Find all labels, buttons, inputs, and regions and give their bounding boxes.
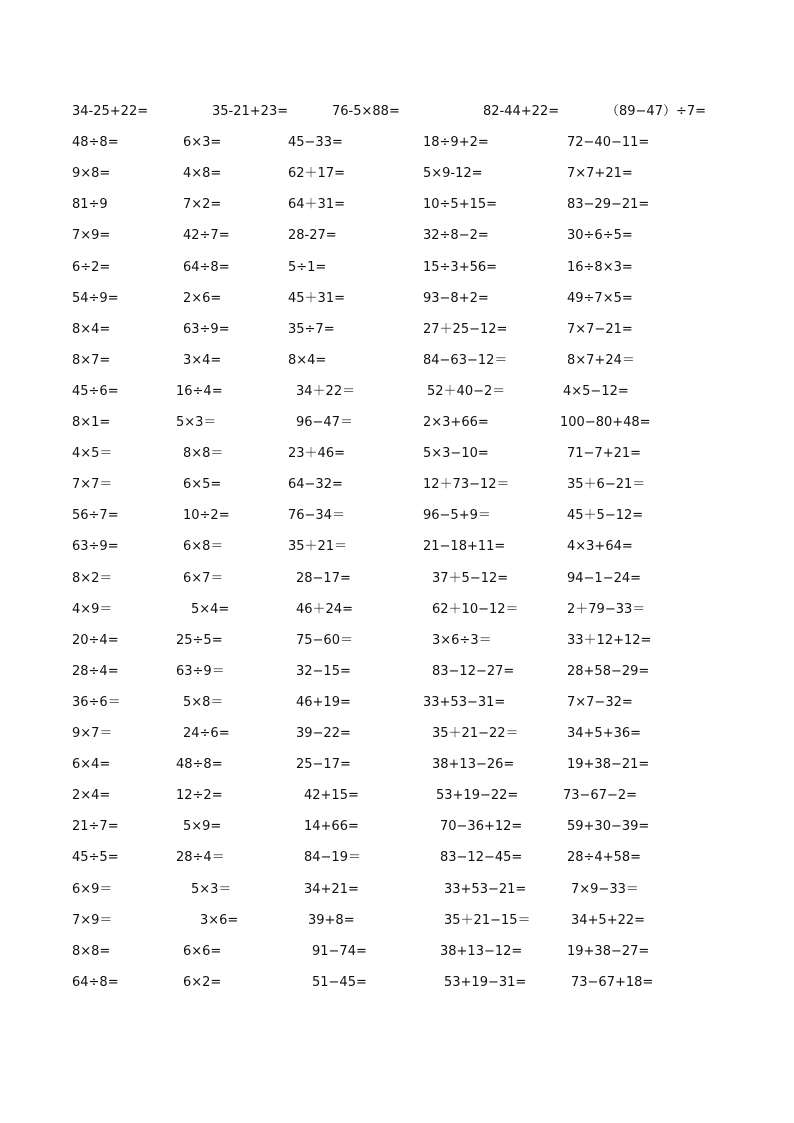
math-problem: 45−33= [288, 135, 343, 151]
problem-row [0, 442, 794, 466]
math-problem: 5×4= [191, 601, 230, 617]
math-problem: 53+19−22= [436, 788, 519, 804]
math-problem: 19+38−27= [567, 943, 650, 959]
math-problem: 7×9＝ [72, 912, 113, 928]
math-problem: 8×8= [72, 943, 111, 959]
math-problem: 4×9＝ [72, 601, 113, 617]
math-problem: 32÷8−2= [423, 228, 489, 244]
math-problem: 14+66= [304, 819, 359, 835]
math-problem: 6×8＝ [183, 539, 224, 555]
math-problem: 19+38−21= [567, 757, 650, 773]
math-problem: 5×8＝ [183, 694, 224, 710]
math-problem: 64−32= [288, 477, 343, 493]
math-problem: 38+13−26= [432, 757, 515, 773]
math-problem: 52＋40−2＝ [427, 383, 506, 399]
math-problem: 64÷8= [72, 974, 119, 990]
math-problem: 84−19＝ [304, 850, 361, 866]
math-problem: 54÷9= [72, 290, 119, 306]
problem-row [0, 815, 794, 839]
math-problem: 36÷6＝ [72, 694, 121, 710]
math-problem: 24÷6= [183, 726, 230, 741]
math-problem: 35＋6−21＝ [567, 477, 646, 493]
math-problem: 96−5+9＝ [423, 508, 491, 524]
math-problem: 7×7−32= [567, 694, 633, 710]
math-problem: 35＋21−15＝ [444, 912, 531, 928]
problem-row [0, 660, 794, 684]
math-problem: 8×8＝ [183, 446, 224, 462]
math-problem: 46+19= [296, 694, 351, 710]
problem-row [0, 629, 794, 653]
math-problem: 56÷7= [72, 508, 119, 524]
problem-row [0, 504, 794, 528]
math-problem: 6×9＝ [72, 881, 113, 897]
math-problem: 35÷7= [288, 321, 335, 337]
math-problem: 42+15= [304, 788, 359, 804]
math-problem: 62＋17= [288, 166, 345, 182]
math-problem: 70−36+12= [440, 819, 523, 835]
math-problem: 75−60＝ [296, 632, 353, 648]
problem-row [0, 940, 794, 964]
math-problem: 81÷9 [72, 197, 108, 213]
problem-row [0, 318, 794, 342]
math-problem: 84−63−12＝ [423, 352, 508, 368]
math-problem: 34-25+22= [72, 104, 149, 119]
math-problem: 45＋5−12= [567, 508, 644, 524]
problem-row [0, 256, 794, 280]
math-problem: 62＋10−12＝ [432, 601, 519, 617]
problem-row [0, 784, 794, 808]
math-problem: 8×4= [72, 321, 111, 337]
math-problem: 6×4= [72, 757, 111, 773]
problem-row [0, 909, 794, 933]
math-problem: 73−67−2= [563, 788, 638, 804]
math-problem: 51−45= [312, 974, 367, 990]
problem-row [0, 722, 794, 746]
math-problem: 4×8= [183, 166, 222, 182]
math-problem: 59+30−39= [567, 819, 650, 835]
math-problem: 33+53−21= [444, 881, 527, 897]
math-problem: 4×3+64= [567, 539, 633, 555]
math-problem: 5×3−10= [423, 446, 489, 462]
math-problem: 33+53−31= [423, 694, 506, 710]
problem-row [0, 753, 794, 777]
math-problem: 39+8= [308, 912, 355, 928]
math-problem: 93−8+2= [423, 290, 489, 306]
math-problem: 8×1= [72, 415, 111, 430]
math-problem: 2×3+66= [423, 415, 489, 430]
math-problem: 37＋5−12= [432, 570, 509, 586]
problem-row [0, 567, 794, 591]
math-problem: 48÷8= [72, 135, 119, 151]
math-problem: 48÷8= [176, 757, 223, 773]
problem-row [0, 380, 794, 404]
math-problem: 71−7+21= [567, 446, 642, 462]
math-problem: 46＋24= [296, 601, 353, 617]
math-problem: 53+19−31= [444, 974, 527, 990]
math-problem: 76−34＝ [288, 508, 345, 524]
math-problem: 4×5−12= [563, 383, 629, 399]
math-problem: 7×7−21= [567, 321, 633, 337]
math-problem: 94−1−24= [567, 570, 642, 586]
math-problem: 18÷9+2= [423, 135, 489, 151]
math-problem: 34＋22＝ [296, 383, 356, 399]
math-problem: 6×2= [183, 974, 222, 990]
math-problem: 30÷6÷5= [567, 228, 633, 244]
math-problem: 5÷1= [288, 259, 327, 275]
math-problem: 12＋73−12＝ [423, 477, 510, 493]
math-problem: 23＋46= [288, 446, 345, 462]
problem-row [0, 100, 794, 124]
problem-row [0, 878, 794, 902]
problem-row [0, 971, 794, 995]
math-problem: 35-21+23= [212, 104, 289, 119]
math-problem: 2×6= [183, 290, 222, 306]
math-problem: 6×5= [183, 477, 222, 493]
problem-row [0, 224, 794, 248]
math-problem: 3×4= [183, 352, 222, 368]
math-problem: 28+58−29= [567, 663, 650, 679]
math-problem: 21÷7= [72, 819, 119, 835]
math-problem: 20÷4= [72, 632, 119, 648]
math-problem: 63÷9= [183, 321, 230, 337]
math-problem: 35＋21−22＝ [432, 726, 519, 741]
math-problem: 38+13−12= [440, 943, 523, 959]
math-problem: 5×3＝ [176, 415, 217, 430]
math-problem: 96−47＝ [296, 415, 353, 430]
math-problem: 83−12−27= [432, 663, 515, 679]
math-problem: 5×9-12= [423, 166, 483, 182]
math-problem: 7×9= [72, 228, 111, 244]
math-problem: 4×5＝ [72, 446, 113, 462]
problem-row [0, 846, 794, 870]
math-problem: 35＋21＝ [288, 539, 348, 555]
math-problem: 28÷4+58= [567, 850, 642, 866]
math-problem: 83−29−21= [567, 197, 650, 213]
math-problem: 34+5+36= [567, 726, 642, 741]
math-problem: 3×6÷3＝ [432, 632, 492, 648]
math-problem: 6×6= [183, 943, 222, 959]
math-problem: 39−22= [296, 726, 351, 741]
math-problem: 63÷9= [72, 539, 119, 555]
math-problem: 28-27= [288, 228, 337, 244]
math-problem: 5×3＝ [191, 881, 232, 897]
math-problem: 2＋79−33＝ [567, 601, 646, 617]
math-problem: 76-5×88= [332, 104, 400, 119]
math-problem: 8×4= [288, 352, 327, 368]
problem-row [0, 535, 794, 559]
math-problem: 45÷5= [72, 850, 119, 866]
math-problem: 10÷2= [183, 508, 230, 524]
problem-row [0, 411, 794, 435]
math-problem: 7×7+21= [567, 166, 633, 182]
math-problem: 64＋31= [288, 197, 345, 213]
math-problem: 2×4= [72, 788, 111, 804]
math-problem: 15÷3+56= [423, 259, 498, 275]
math-problem: 7×7＝ [72, 477, 113, 493]
problem-row [0, 691, 794, 715]
math-problem: 82-44+22= [483, 104, 560, 119]
math-problem: 21−18+11= [423, 539, 506, 555]
math-problem: 91−74= [312, 943, 367, 959]
math-problem: 10÷5+15= [423, 197, 498, 213]
math-problem: 28−17= [296, 570, 351, 586]
problem-row [0, 287, 794, 311]
math-problem: 42÷7= [183, 228, 230, 244]
problem-row [0, 598, 794, 622]
math-problem: 28÷4＝ [176, 850, 225, 866]
math-problem: 45＋31= [288, 290, 345, 306]
math-problem: 8×2＝ [72, 570, 113, 586]
math-problem: 34+5+22= [571, 912, 646, 928]
math-problem: 7×9−33＝ [571, 881, 639, 897]
math-problem: 7×2= [183, 197, 222, 213]
math-problem: 3×6= [200, 912, 239, 928]
problem-row [0, 193, 794, 217]
math-problem: 83−12−45= [440, 850, 523, 866]
math-problem: 72−40−11= [567, 135, 650, 151]
math-problem: 16÷8×3= [567, 259, 633, 275]
math-problem: 6×3= [183, 135, 222, 151]
math-problem: 64÷8= [183, 259, 230, 275]
math-problem: 6÷2= [72, 259, 111, 275]
math-problem: 12÷2= [176, 788, 223, 804]
math-problem: 16÷4= [176, 383, 223, 399]
math-problem: 8×7+24＝ [567, 352, 635, 368]
math-problem: 8×7= [72, 352, 111, 368]
math-problem: 9×8= [72, 166, 111, 182]
math-problem: 32−15= [296, 663, 351, 679]
problem-row [0, 349, 794, 373]
math-problem: 25−17= [296, 757, 351, 773]
math-problem: 5×9= [183, 819, 222, 835]
math-problem: 27＋25−12= [423, 321, 508, 337]
math-problem: 100−80+48= [560, 415, 651, 430]
math-problem: 25÷5= [176, 632, 223, 648]
math-problem: （89−47）÷7= [606, 104, 707, 119]
problem-row [0, 473, 794, 497]
math-problem: 6×7＝ [183, 570, 224, 586]
problem-row [0, 162, 794, 186]
math-problem: 9×7＝ [72, 726, 113, 741]
math-problem: 28÷4= [72, 663, 119, 679]
problem-row [0, 131, 794, 155]
math-problem: 49÷7×5= [567, 290, 633, 306]
math-problem: 73−67+18= [571, 974, 654, 990]
math-problem: 63÷9＝ [176, 663, 225, 679]
math-problem: 34+21= [304, 881, 359, 897]
math-problem: 33＋12+12= [567, 632, 652, 648]
math-problem: 45÷6= [72, 383, 119, 399]
